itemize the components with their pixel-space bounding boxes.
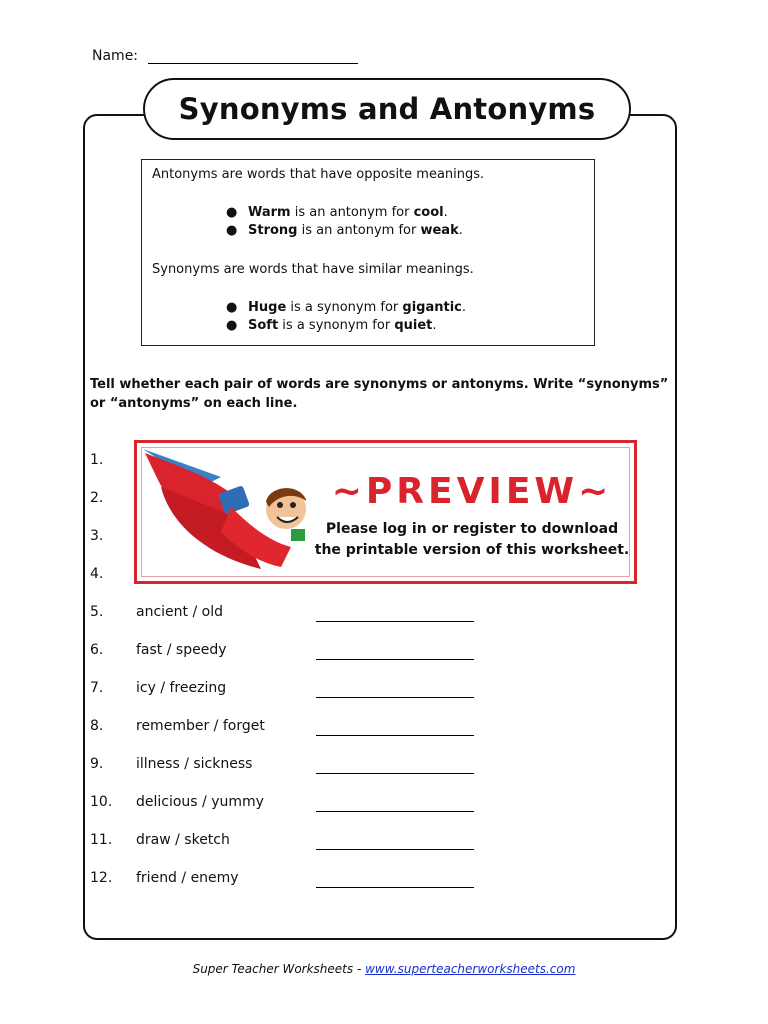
superhero-mascot-icon	[141, 447, 306, 577]
antonym-example: ● Warm is an antonym for cool.	[226, 205, 448, 220]
item-number: 6.	[90, 642, 104, 658]
bullet-icon: ●	[226, 205, 238, 220]
answer-line[interactable]	[316, 621, 474, 622]
word-pair: icy / freezing	[136, 680, 227, 696]
item-number: 2.	[90, 490, 104, 506]
instructions: Tell whether each pair of words are synonyms or antonyms. Write “synonyms” or “antonyms” on each line.	[90, 377, 669, 411]
item-number: 10.	[90, 794, 113, 810]
word-pair: ancient / old	[136, 604, 223, 620]
synonym-examples	[226, 299, 466, 335]
name-line[interactable]	[148, 63, 358, 64]
title-banner	[143, 78, 631, 140]
synonym-example: ● Soft is a synonym for quiet.	[226, 318, 437, 333]
definition-box	[141, 159, 595, 346]
answer-line[interactable]	[316, 887, 474, 888]
answer-line[interactable]	[316, 773, 474, 774]
synonym-definition: Synonyms are words that have similar meanings.	[152, 262, 474, 277]
preview-message[interactable]	[307, 519, 637, 561]
item-number: 11.	[90, 832, 113, 848]
footer-link[interactable]: www.superteacherworksheets.com	[365, 962, 576, 976]
word-pair: illness / sickness	[136, 756, 253, 772]
footer-separator: -	[353, 962, 366, 976]
word-pair: friend / enemy	[136, 870, 239, 886]
synonym-example: ● Huge is a synonym for gigantic.	[226, 300, 467, 315]
item-number: 3.	[90, 528, 104, 544]
answer-line[interactable]	[316, 659, 474, 660]
footer-site-name: Super Teacher Worksheets	[192, 962, 354, 976]
preview-message-line1: Please log in or register to download	[325, 521, 619, 537]
bullet-icon: ●	[226, 300, 238, 315]
item-number: 8.	[90, 718, 104, 734]
preview-banner[interactable]	[134, 440, 637, 584]
bullet-icon: ●	[226, 223, 238, 238]
word-pair: remember / forget	[136, 718, 265, 734]
preview-message-line2: the printable version of this worksheet.	[314, 542, 630, 558]
name-label: Name:	[92, 48, 139, 64]
item-number: 12.	[90, 870, 113, 886]
answer-line[interactable]	[316, 735, 474, 736]
item-number: 5.	[90, 604, 104, 620]
item-number: 4.	[90, 566, 104, 582]
word-pair: fast / speedy	[136, 642, 227, 658]
answer-line[interactable]	[316, 849, 474, 850]
item-number: 1.	[90, 452, 104, 468]
antonym-examples	[226, 204, 463, 240]
preview-title: ~PREVIEW~	[331, 471, 613, 512]
word-pair: delicious / yummy	[136, 794, 264, 810]
antonym-example: ● Strong is an antonym for weak.	[226, 223, 463, 238]
answer-line[interactable]	[316, 697, 474, 698]
page-title: Synonyms and Antonyms	[178, 92, 596, 126]
bullet-icon: ●	[226, 318, 238, 333]
answer-line[interactable]	[316, 811, 474, 812]
antonym-definition: Antonyms are words that have opposite meanings.	[152, 167, 485, 182]
word-pair: draw / sketch	[136, 832, 230, 848]
item-number: 7.	[90, 680, 104, 696]
item-number: 9.	[90, 756, 104, 772]
footer	[0, 962, 768, 976]
